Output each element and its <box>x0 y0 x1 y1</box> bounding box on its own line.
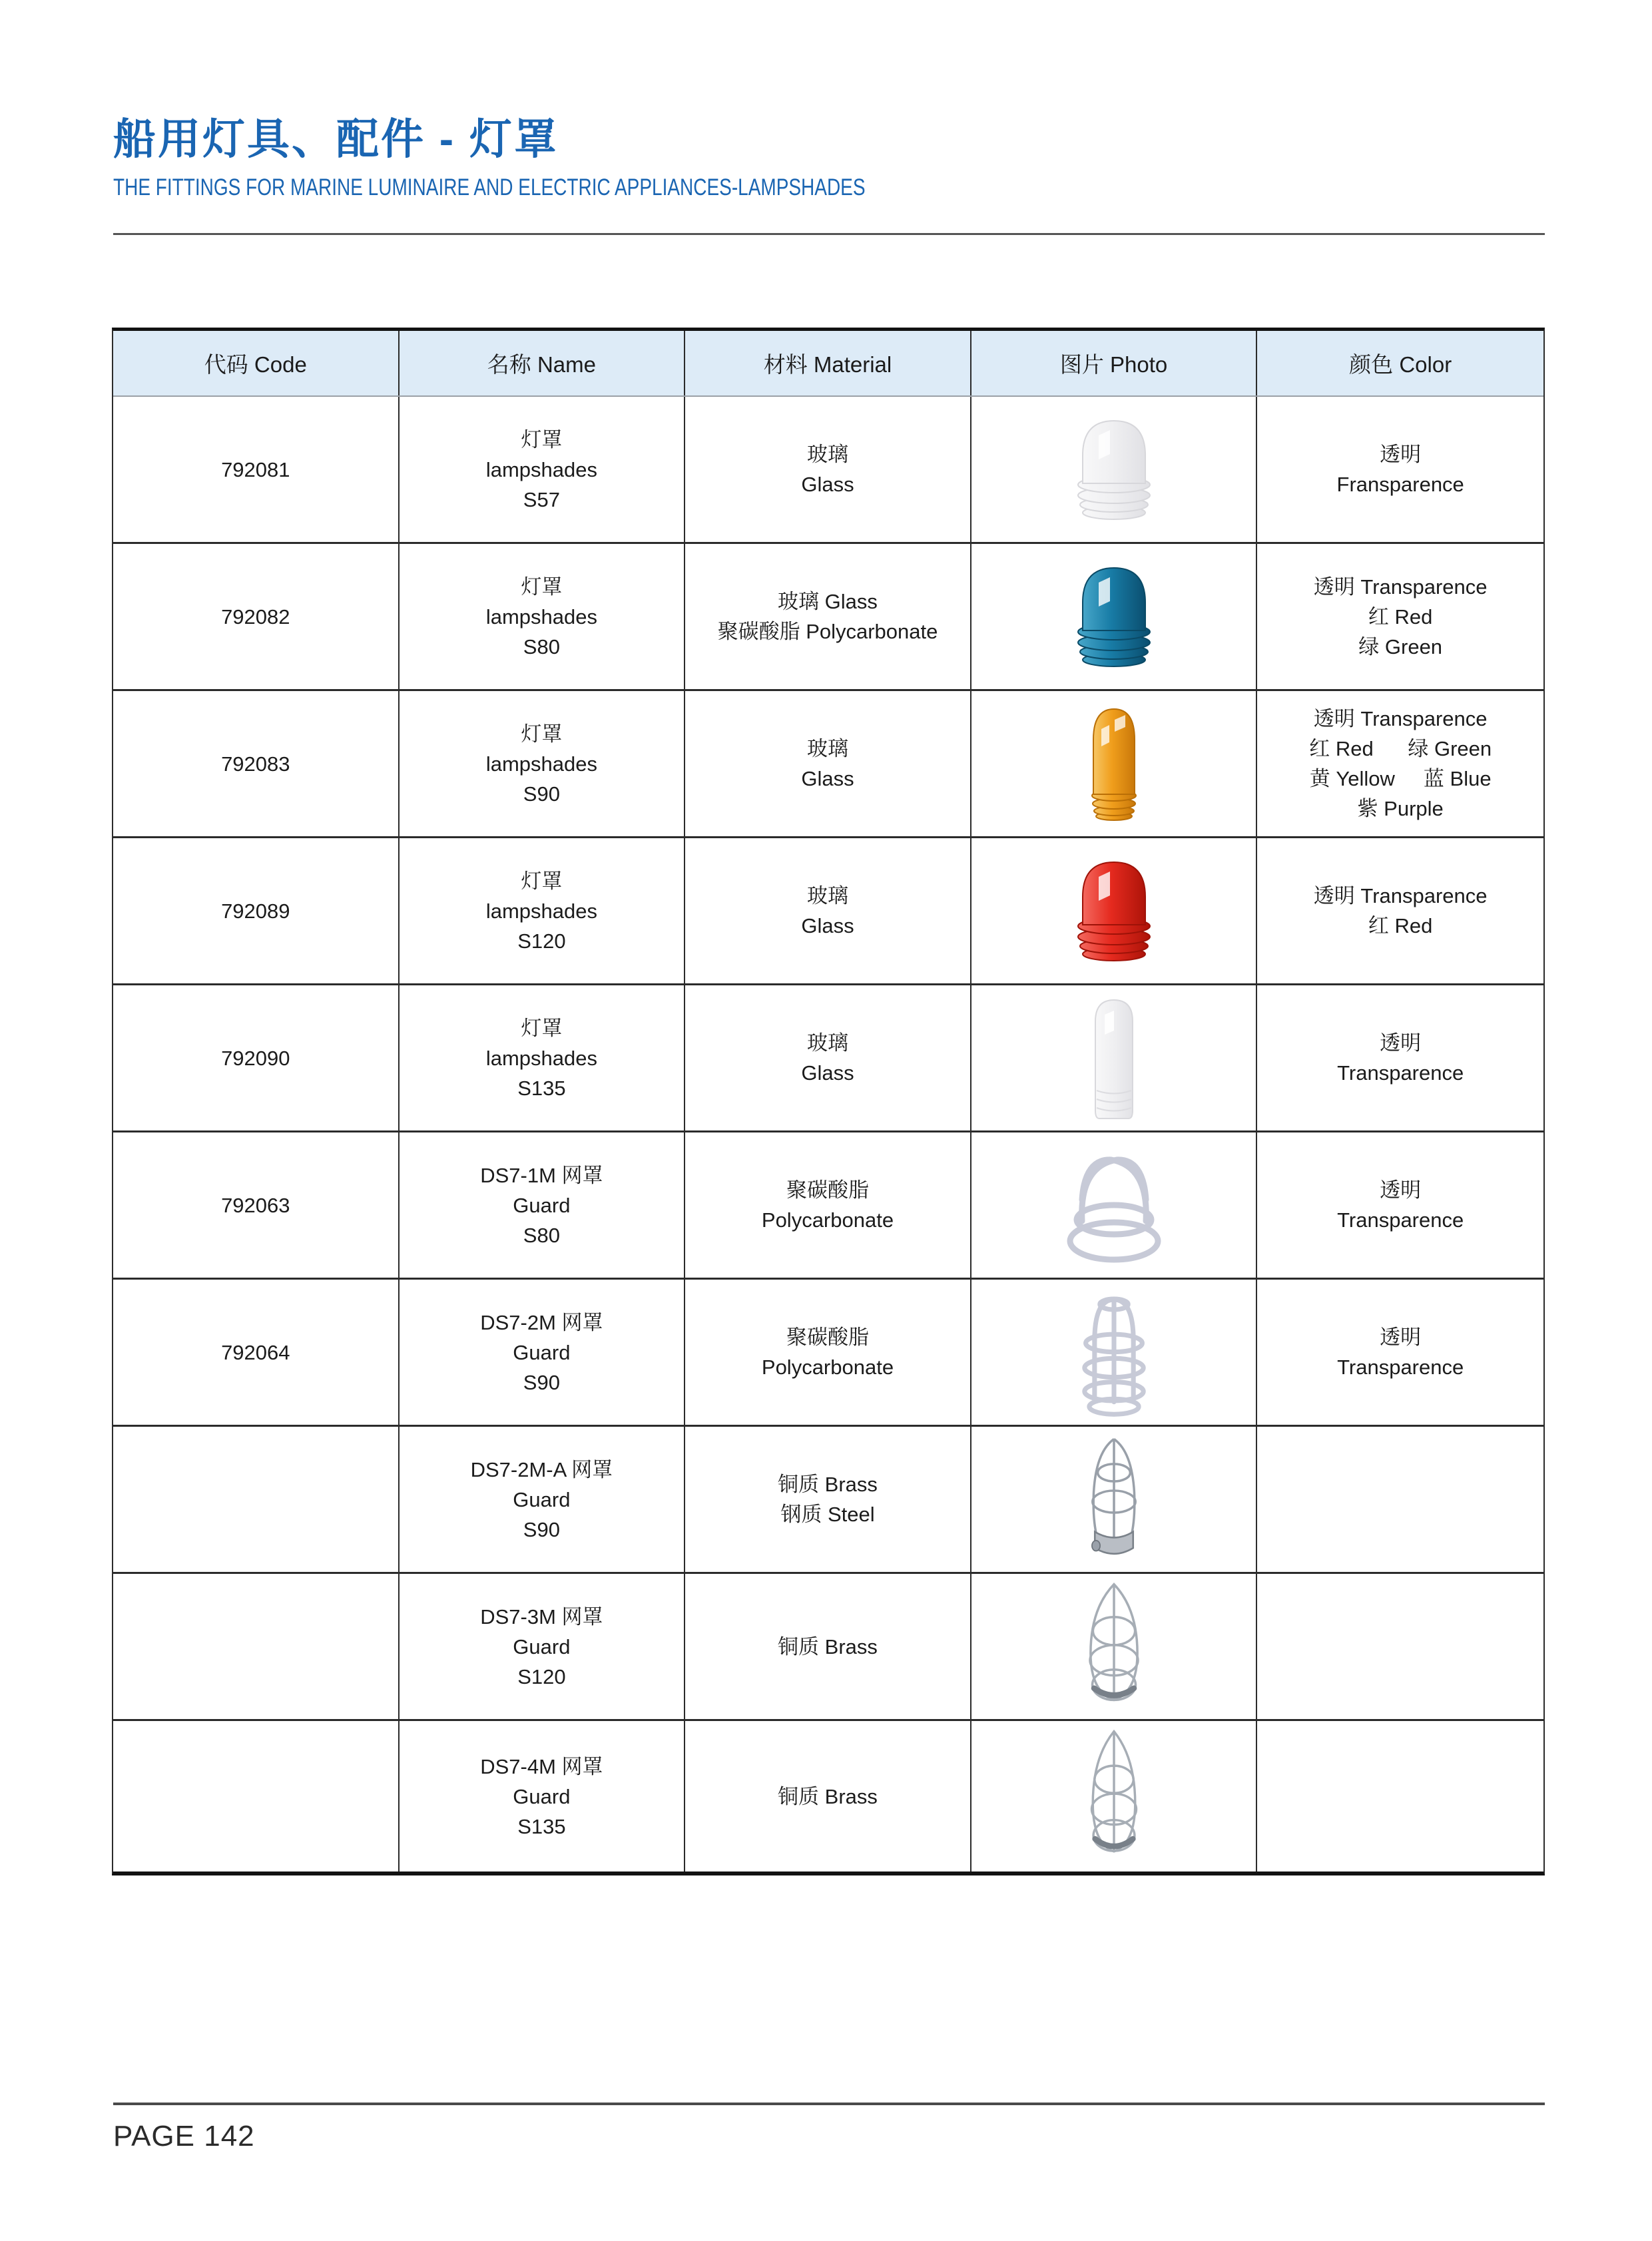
table-row <box>113 1425 1543 1572</box>
cell-code: 792089 <box>113 838 400 983</box>
color-line: 透明 <box>1380 1326 1422 1349</box>
table-header <box>113 331 1543 397</box>
cell-color <box>1257 985 1543 1130</box>
cell-code: 792082 <box>113 544 400 689</box>
color-line: 透明 Transparence <box>1313 575 1488 599</box>
name-line: DS7-1M 网罩 <box>480 1163 603 1187</box>
header-cell: 代码 Code <box>113 331 400 395</box>
cell-name <box>400 985 686 1130</box>
cell-photo <box>971 985 1258 1130</box>
photo-dome-white <box>1064 409 1164 530</box>
cell-color <box>1257 1280 1543 1425</box>
name-line: S90 <box>523 1517 560 1541</box>
color-line: 红 Red <box>1368 914 1433 937</box>
cell-color <box>1257 1427 1543 1572</box>
table-row <box>113 689 1543 836</box>
cell-material <box>685 691 971 836</box>
cell-photo <box>971 691 1258 836</box>
cell-color <box>1257 397 1543 542</box>
cell-code <box>113 1721 400 1871</box>
name-line: DS7-3M 网罩 <box>480 1605 603 1628</box>
name-line: 灯罩 <box>521 575 563 599</box>
color-line: 透明 Transparence <box>1313 707 1488 730</box>
cell-code <box>113 1427 400 1572</box>
name-line: 灯罩 <box>521 427 563 451</box>
footer-divider <box>113 2103 1545 2105</box>
color-line: Transparence <box>1337 1208 1464 1232</box>
cell-name <box>400 838 686 983</box>
catalog-table <box>112 328 1545 1875</box>
material-line: 聚碳酸脂 Polycarbonate <box>717 620 938 643</box>
material-line: Glass <box>801 767 854 790</box>
color-line: 透明 <box>1380 1031 1422 1055</box>
cell-photo <box>971 397 1258 542</box>
name-line: S90 <box>523 782 560 806</box>
cell-name <box>400 397 686 542</box>
cell-code: 792081 <box>113 397 400 542</box>
header-cell: 材料 Material <box>685 331 971 395</box>
page-number: PAGE 142 <box>113 2120 255 2152</box>
photo-guard-clear-oval <box>1073 1284 1155 1421</box>
material-line: 玻璃 Glass <box>778 590 878 613</box>
material-line: 钢质 Steel <box>780 1503 875 1526</box>
name-line: lampshades <box>485 1046 597 1070</box>
color-line: Fransparence <box>1336 473 1464 496</box>
name-line: DS7-4M 网罩 <box>480 1754 603 1778</box>
material-line: 铜质 Brass <box>778 1784 878 1808</box>
name-line: S135 <box>517 1814 566 1838</box>
color-line: 透明 <box>1380 1178 1422 1202</box>
material-line: 玻璃 <box>806 884 848 907</box>
name-line: 灯罩 <box>521 1016 563 1040</box>
color-line: Transparence <box>1337 1356 1464 1379</box>
cell-material <box>685 1574 971 1719</box>
photo-guard-steel-band <box>1073 1432 1155 1567</box>
cell-material <box>685 838 971 983</box>
material-line: 铜质 Brass <box>778 1634 878 1658</box>
cell-photo <box>971 1427 1258 1572</box>
color-line: 绿 Green <box>1358 634 1443 658</box>
cell-photo <box>971 1132 1258 1278</box>
cell-photo <box>971 1280 1258 1425</box>
material-line: 聚碳酸脂 <box>786 1178 869 1202</box>
name-line: Guard <box>513 1634 571 1658</box>
material-line: 玻璃 <box>806 1031 848 1055</box>
cell-name <box>400 1427 686 1572</box>
material-line: Polycarbonate <box>761 1208 894 1232</box>
name-line: lampshades <box>485 457 597 481</box>
name-line: S120 <box>517 1664 566 1688</box>
color-line: 红 Red <box>1368 605 1433 628</box>
name-line: lampshades <box>485 899 597 923</box>
color-line: 透明 Transparence <box>1313 884 1488 907</box>
table-row <box>113 1130 1543 1278</box>
name-line: lampshades <box>485 605 597 628</box>
cell-name <box>400 544 686 689</box>
cell-code: 792090 <box>113 985 400 1130</box>
material-line: Polycarbonate <box>761 1356 894 1379</box>
photo-bullet-orange <box>1073 698 1155 829</box>
table-body <box>113 397 1543 1871</box>
cell-color <box>1257 1721 1543 1871</box>
photo-guard-clear-round <box>1055 1140 1173 1270</box>
name-line: S90 <box>523 1370 560 1394</box>
table-row <box>113 397 1543 542</box>
table-row <box>113 1572 1543 1719</box>
cell-code: 792064 <box>113 1280 400 1425</box>
cell-material <box>685 1132 971 1278</box>
cell-photo <box>971 544 1258 689</box>
cell-code <box>113 1574 400 1719</box>
cell-name <box>400 1721 686 1871</box>
table-row <box>113 1719 1543 1871</box>
cell-name <box>400 1280 686 1425</box>
name-line: Guard <box>513 1340 571 1364</box>
name-line: lampshades <box>485 752 597 776</box>
color-line: 透明 <box>1380 443 1422 466</box>
cell-color <box>1257 838 1543 983</box>
name-line: S80 <box>523 634 560 658</box>
cell-name <box>400 1574 686 1719</box>
name-line: 灯罩 <box>521 722 563 746</box>
name-line: DS7-2M 网罩 <box>480 1310 603 1334</box>
material-line: Glass <box>801 473 854 496</box>
name-line: S135 <box>517 1076 566 1100</box>
page-title-chinese: 船用灯具、配件 - 灯罩 <box>113 115 559 163</box>
material-line: 玻璃 <box>806 737 848 760</box>
photo-dome-red <box>1064 850 1164 971</box>
cell-code: 792063 <box>113 1132 400 1278</box>
cell-name <box>400 691 686 836</box>
cell-code: 792083 <box>113 691 400 836</box>
cell-color <box>1257 544 1543 689</box>
cell-name <box>400 1132 686 1278</box>
material-line: 聚碳酸脂 <box>786 1326 869 1349</box>
color-line: 红 Red 绿 Green <box>1309 737 1492 760</box>
color-line: Transparence <box>1337 1061 1464 1085</box>
material-line: 铜质 Brass <box>778 1473 878 1496</box>
name-line: Guard <box>513 1193 571 1217</box>
cell-color <box>1257 1132 1543 1278</box>
page-title-english: THE FITTINGS FOR MARINE LUMINAIRE AND ELECTRIC APPLIANCES-LAMPSHADES <box>113 174 866 200</box>
cell-photo <box>971 1574 1258 1719</box>
table-row <box>113 542 1543 689</box>
material-line: Glass <box>801 1061 854 1085</box>
cell-photo <box>971 1721 1258 1871</box>
name-line: S80 <box>523 1223 560 1247</box>
material-line: Glass <box>801 914 854 937</box>
table-row <box>113 836 1543 983</box>
photo-guard-brass-cage-tall <box>1073 1726 1155 1868</box>
color-line: 紫 Purple <box>1357 797 1444 820</box>
name-line: DS7-2M-A 网罩 <box>470 1457 613 1481</box>
cell-color <box>1257 691 1543 836</box>
name-line: 灯罩 <box>521 869 563 893</box>
cell-photo <box>971 838 1258 983</box>
photo-guard-brass-cage <box>1071 1577 1157 1716</box>
cell-material <box>685 1280 971 1425</box>
header-cell: 颜色 Color <box>1349 352 1452 377</box>
cell-material <box>685 1427 971 1572</box>
material-line: 玻璃 <box>806 443 848 466</box>
cell-material <box>685 544 971 689</box>
photo-cylinder-white <box>1079 989 1149 1126</box>
cell-material <box>685 985 971 1130</box>
title-divider <box>113 233 1545 235</box>
cell-material <box>685 397 971 542</box>
name-line: S57 <box>523 487 560 511</box>
table-row <box>113 1278 1543 1425</box>
name-line: Guard <box>513 1784 571 1808</box>
photo-dome-blue <box>1064 556 1164 677</box>
cell-color <box>1257 1574 1543 1719</box>
name-line: Guard <box>513 1487 571 1511</box>
name-line: S120 <box>517 929 566 953</box>
color-line: 黄 Yellow 蓝 Blue <box>1309 767 1492 790</box>
table-row <box>113 983 1543 1130</box>
cell-material <box>685 1721 971 1871</box>
header-cell: 图片 Photo <box>971 331 1258 395</box>
header-cell: 名称 Name <box>400 331 686 395</box>
